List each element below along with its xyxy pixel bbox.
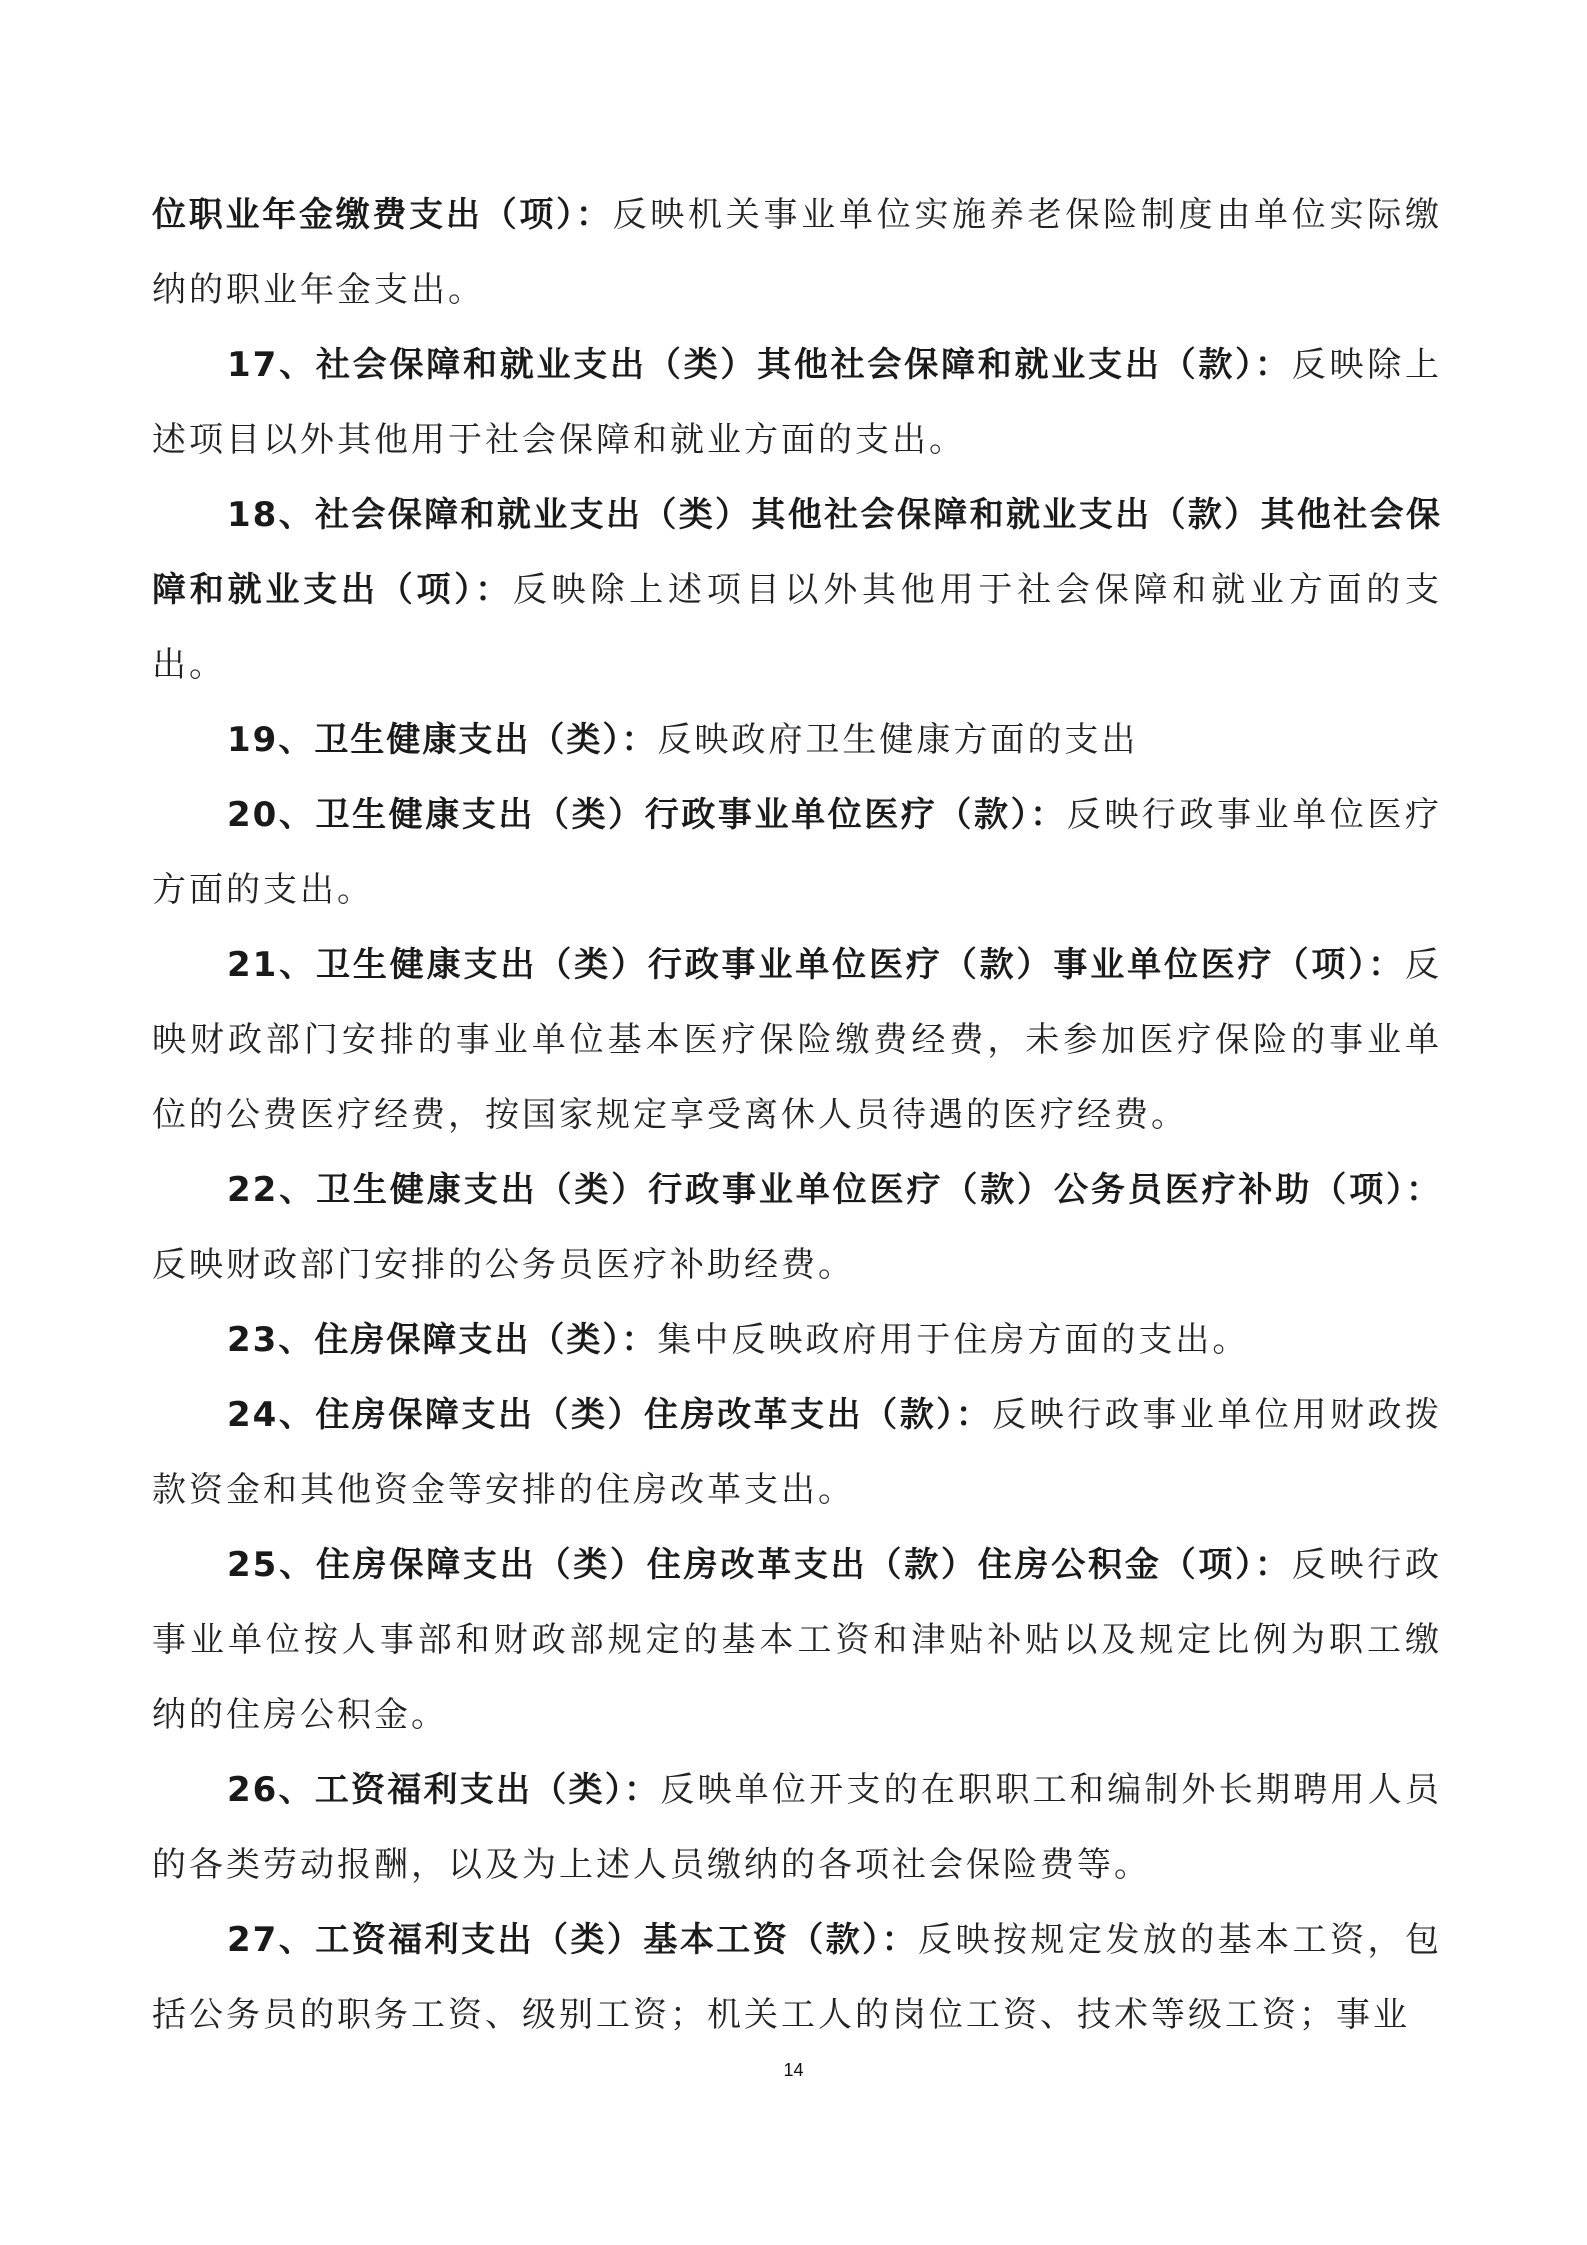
paragraph-body: 反映除上述项目以外其他用于社会保障和就业方面的支出。: [152, 570, 1443, 685]
paragraph-lead: 25、住房保障支出（类）住房改革支出（款）住房公积金（项）：: [227, 1545, 1292, 1585]
page-number: 14: [783, 2060, 804, 2080]
paragraph-lead: 18、社会保障和就业支出（类）其他社会保障和就业支出（款）其他社会保障和就业支出（项）：: [152, 495, 1442, 610]
paragraph-lead: 24、住房保障支出（类）住房改革支出（款）：: [227, 1395, 993, 1435]
paragraph-lead: 位职业年金缴费支出（项）：: [152, 195, 613, 235]
paragraph-body: 反映政府卫生健康方面的支出: [657, 720, 1139, 760]
paragraph-18: [152, 478, 1442, 703]
paragraph-lead: 26、工资福利支出（类）：: [227, 1770, 661, 1810]
paragraph-21: [152, 928, 1442, 1153]
paragraph-19: [152, 703, 1442, 778]
paragraph-23: [152, 1303, 1442, 1378]
paragraph-lead: 27、工资福利支出（类）基本工资（款）：: [227, 1920, 919, 1960]
paragraph-body: 集中反映政府用于住房方面的支出。: [657, 1320, 1250, 1360]
paragraph-25: [152, 1528, 1442, 1753]
paragraph-lead: 17、社会保障和就业支出（类）其他社会保障和就业支出（款）：: [227, 345, 1292, 385]
paragraph-17: [152, 328, 1442, 478]
paragraph-body: 反映财政部门安排的事业单位基本医疗保险缴费经费，未参加医疗保险的事业单位的公费医疗经费，按国家规定享受离休人员待遇的医疗经费。: [152, 945, 1442, 1135]
paragraph-body: 反映财政部门安排的公务员医疗补助经费。: [152, 1245, 855, 1285]
paragraph-body: 反映行政事业单位用财政拨款资金和其他资金等安排的住房改革支出。: [152, 1395, 1442, 1510]
paragraph-body: 反映除上述项目以外其他用于社会保障和就业方面的支出。: [152, 345, 1443, 460]
paragraph-lead: 20、卫生健康支出（类）行政事业单位医疗（款）：: [227, 795, 1067, 835]
paragraph-lead: 22、卫生健康支出（类）行政事业单位医疗（款）公务员医疗补助（项）：: [227, 1170, 1442, 1210]
paragraph-22: [152, 1153, 1442, 1303]
paragraph-27: [152, 1903, 1442, 2053]
paragraph-26: [152, 1753, 1442, 1903]
paragraph-lead: 23、住房保障支出（类）：: [227, 1320, 658, 1360]
paragraph-24: [152, 1378, 1442, 1528]
paragraph-lead: 21、卫生健康支出（类）行政事业单位医疗（款）事业单位医疗（项）：: [227, 945, 1405, 985]
paragraph-body: 反映单位开支的在职职工和编制外长期聘用人员的各类劳动报酬，以及为上述人员缴纳的各项社会保险费等。: [152, 1770, 1442, 1885]
paragraph-body: 反映按规定发放的基本工资，包括公务员的职务工资、级别工资；机关工人的岗位工资、技术等级工资；事业: [152, 1920, 1442, 2035]
paragraph-lead: 19、卫生健康支出（类）：: [227, 720, 658, 760]
paragraph-body: 反映机关事业单位实施养老保险制度由单位实际缴纳的职业年金支出。: [152, 195, 1443, 310]
paragraph-body: 反映行政事业单位医疗方面的支出。: [152, 795, 1442, 910]
paragraph-16-continuation: [152, 178, 1442, 328]
paragraph-20: [152, 778, 1442, 928]
paragraph-body: 反映行政事业单位按人事部和财政部规定的基本工资和津贴补贴以及规定比例为职工缴纳的住房公积金。: [152, 1545, 1443, 1735]
